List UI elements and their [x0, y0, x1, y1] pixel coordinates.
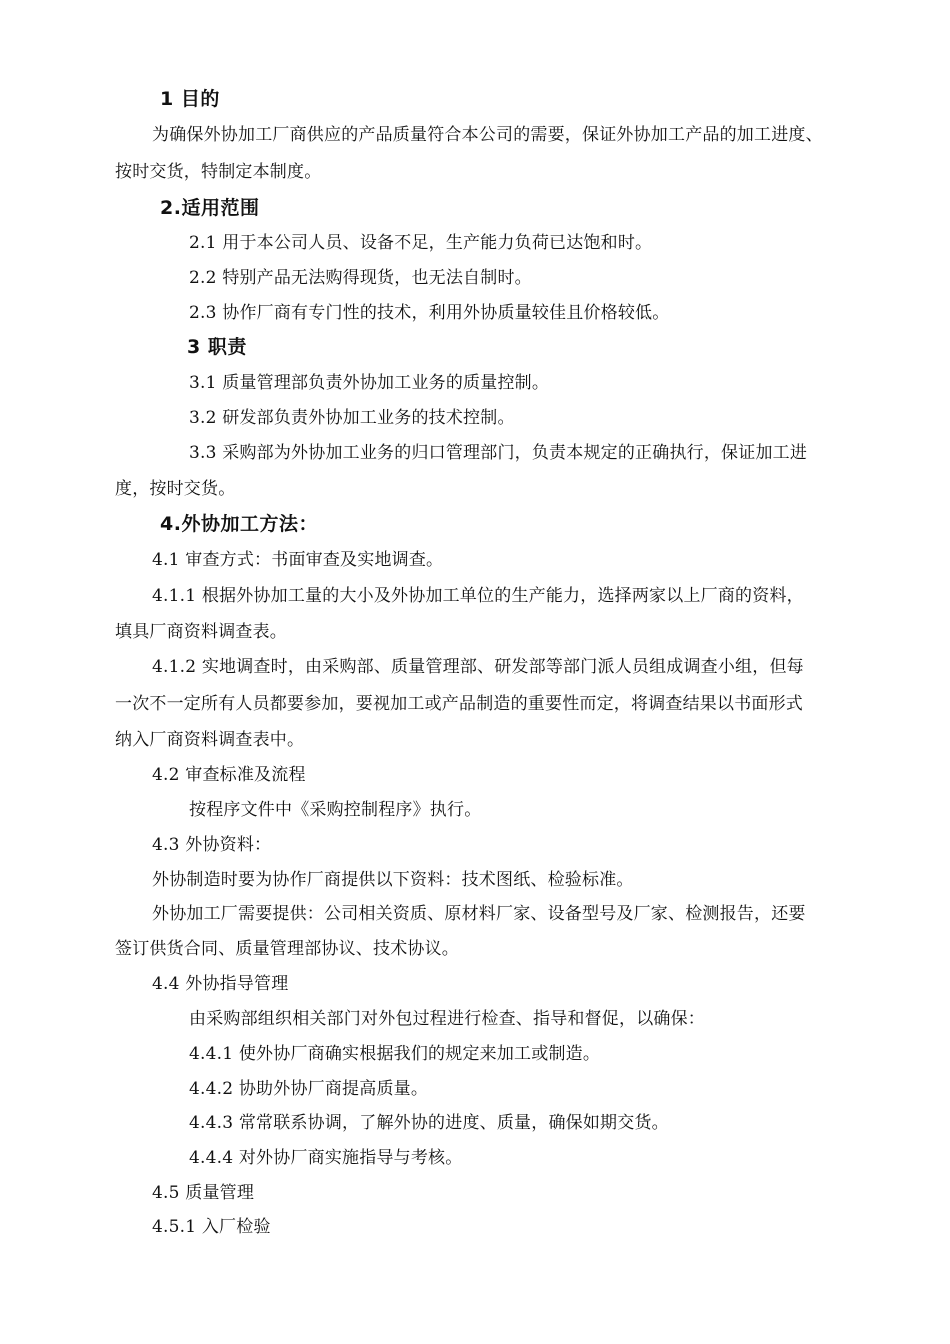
- paragraph-line: 按时交货，特制定本制度。: [115, 162, 322, 182]
- paragraph-line: 3.3 采购部为外协加工业务的归口管理部门，负责本规定的正确执行，保证加工进: [189, 443, 808, 463]
- section-3-heading: 3 职责: [187, 336, 247, 358]
- paragraph-line: 4.1.1 根据外协加工量的大小及外协加工单位的生产能力，选择两家以上厂商的资料，: [152, 586, 804, 606]
- paragraph-line: 3.1 质量管理部负责外协加工业务的质量控制。: [189, 373, 550, 393]
- paragraph-line: 由采购部组织相关部门对外包过程进行检查、指导和督促，以确保：: [189, 1009, 705, 1029]
- paragraph-line: 2.3 协作厂商有专门性的技术，利用外协质量较佳且价格较低。: [189, 303, 670, 323]
- paragraph-line: 外协制造时要为协作厂商提供以下资料：技术图纸、检验标准。: [152, 870, 634, 890]
- paragraph-line: 4.4.3 常常联系协调，了解外协的进度、质量，确保如期交货。: [189, 1113, 669, 1133]
- paragraph-line: 一次不一定所有人员都要参加，要视加工或产品制造的重要性而定，将调查结果以书面形式: [115, 694, 803, 714]
- section-2-heading: 2.适用范围: [160, 197, 260, 219]
- paragraph-line: 4.4.2 协助外协厂商提高质量。: [189, 1079, 429, 1099]
- paragraph-line: 签订供货合同、质量管理部协议、技术协议。: [115, 939, 459, 959]
- paragraph-line: 4.1.2 实地调查时，由采购部、质量管理部、研发部等部门派人员组成调查小组，但每: [152, 657, 804, 677]
- paragraph-line: 外协加工厂需要提供：公司相关资质、原材料厂家、设备型号及厂家、检测报告，还要: [152, 904, 806, 924]
- paragraph-line: 4.4.4 对外协厂商实施指导与考核。: [189, 1148, 463, 1168]
- paragraph-line: 填具厂商资料调查表。: [115, 622, 287, 642]
- paragraph-line: 4.5 质量管理: [152, 1183, 255, 1203]
- paragraph-line: 纳入厂商资料调查表中。: [115, 730, 305, 750]
- paragraph-line: 4.4.1 使外协厂商确实根据我们的规定来加工或制造。: [189, 1044, 601, 1064]
- paragraph-line: 4.1 审查方式：书面审查及实地调查。: [152, 550, 444, 570]
- paragraph-line: 4.5.1 入厂检验: [152, 1217, 271, 1237]
- paragraph-line: 4.4 外协指导管理: [152, 974, 289, 994]
- paragraph-line: 2.2 特别产品无法购得现货，也无法自制时。: [189, 268, 532, 288]
- paragraph-line: 4.3 外协资料：: [152, 835, 272, 855]
- section-1-heading: 1 目的: [160, 88, 220, 110]
- paragraph-line: 4.2 审查标准及流程: [152, 765, 306, 785]
- paragraph-line: 2.1 用于本公司人员、设备不足，生产能力负荷已达饱和时。: [189, 233, 653, 253]
- paragraph-line: 度，按时交货。: [115, 479, 236, 499]
- section-4-heading: 4.外协加工方法：: [160, 513, 318, 535]
- paragraph-line: 为确保外协加工厂商供应的产品质量符合本公司的需要，保证外协加工产品的加工进度、: [152, 125, 823, 145]
- paragraph-line: 按程序文件中《采购控制程序》执行。: [189, 800, 482, 820]
- paragraph-line: 3.2 研发部负责外协加工业务的技术控制。: [189, 408, 515, 428]
